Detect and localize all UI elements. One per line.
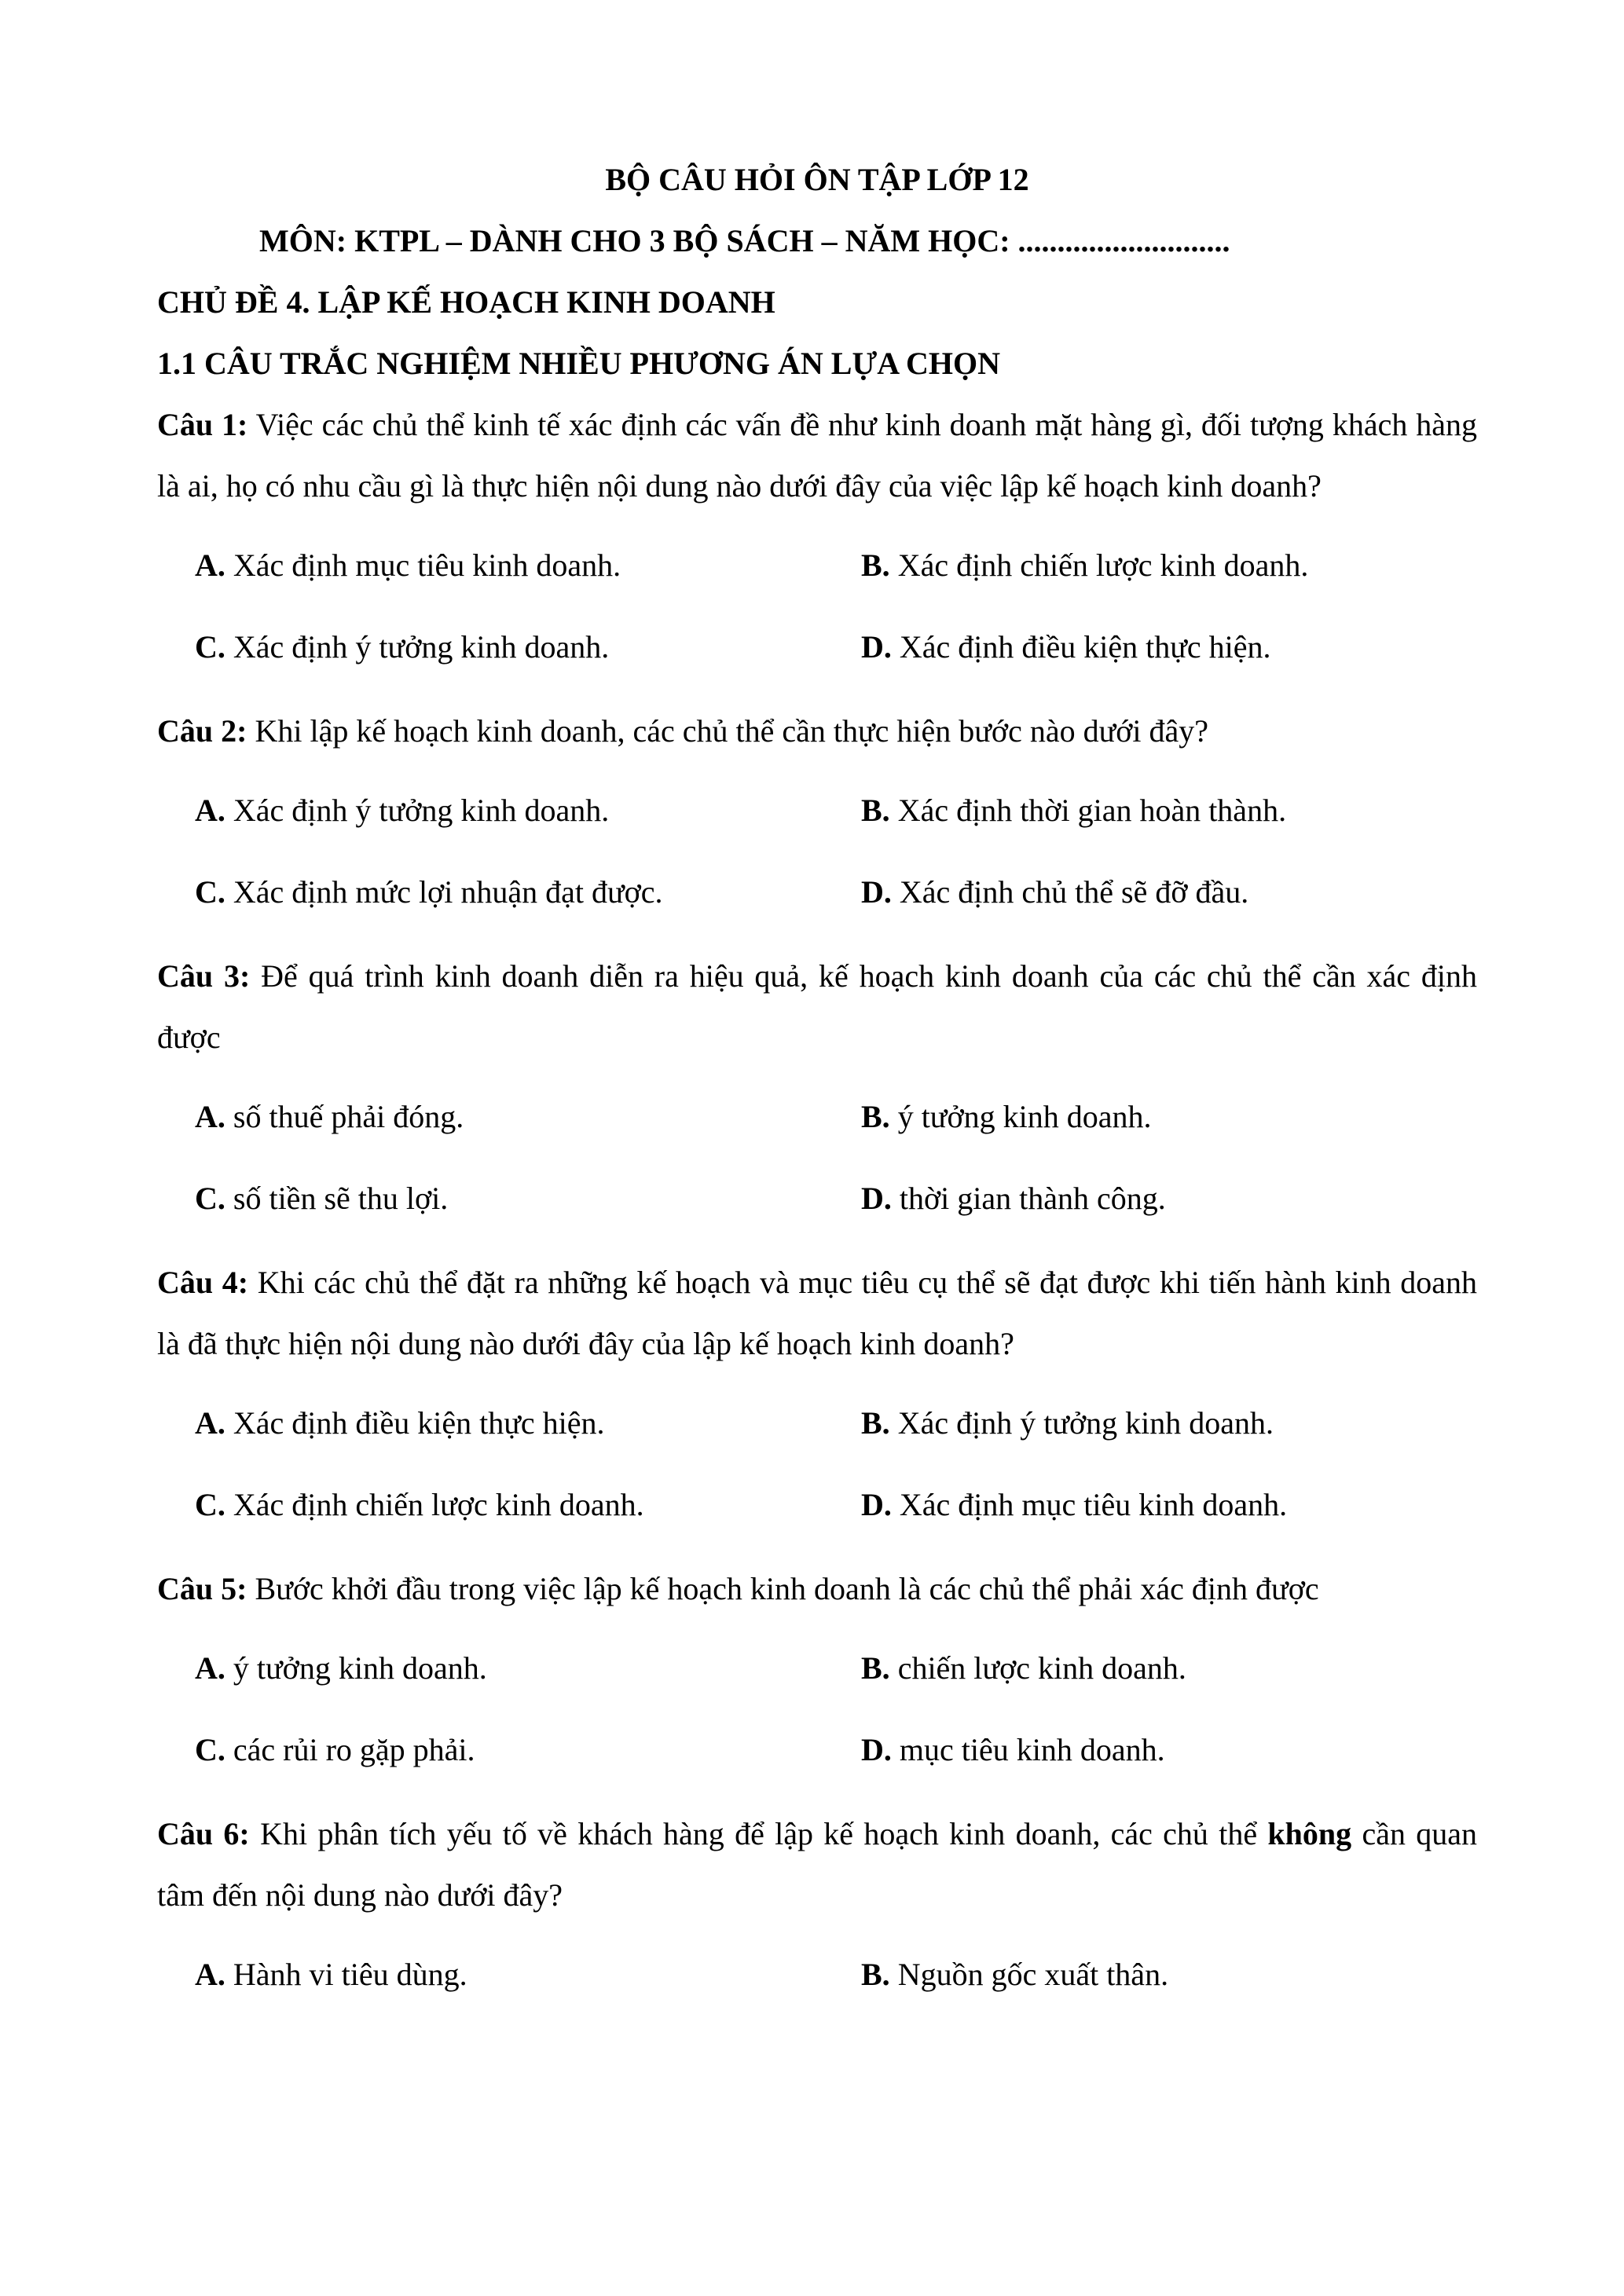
option-b: B. Xác định thời gian hoàn thành. <box>861 793 1287 828</box>
question-number: Câu 1: <box>157 407 248 442</box>
option-b: B. chiến lược kinh doanh. <box>861 1650 1186 1686</box>
question-body: Khi phân tích yếu tố về khách hàng để lập kế hoạch kinh doanh, các chủ thể <box>249 1816 1268 1851</box>
question-number: Câu 6: <box>157 1816 250 1851</box>
question-number: Câu 4: <box>157 1265 249 1300</box>
option-c: C. Xác định ý tưởng kinh doanh. <box>195 629 610 665</box>
question-2 <box>157 701 1477 941</box>
answer-options <box>195 1620 1477 1799</box>
option-b: B. Nguồn gốc xuất thân. <box>861 1957 1169 1992</box>
question-1 <box>157 394 1477 696</box>
question-3 <box>157 946 1477 1247</box>
section-heading: 1.1 CÂU TRẮC NGHIỆM NHIỀU PHƯƠNG ÁN LỰA CHỌN <box>157 346 1000 381</box>
option-b: B. Xác định chiến lược kinh doanh. <box>861 547 1309 583</box>
question-text <box>157 1252 1477 1375</box>
option-c: C. số tiền sẽ thu lợi. <box>195 1181 449 1216</box>
answer-options <box>195 1068 1477 1247</box>
question-number: Câu 3: <box>157 958 251 994</box>
option-a: A. Hành vi tiêu dùng. <box>195 1957 467 1992</box>
question-5 <box>157 1558 1477 1799</box>
option-d: D. Xác định chủ thể sẽ đỡ đầu. <box>861 874 1249 910</box>
option-c: C. các rủi ro gặp phải. <box>195 1732 475 1767</box>
option-c: C. Xác định mức lợi nhuận đạt được. <box>195 874 663 910</box>
document-title: BỘ CÂU HỎI ÔN TẬP LỚP 12 <box>605 162 1029 197</box>
document-page <box>157 149 1477 2028</box>
option-a: A. Xác định ý tưởng kinh doanh. <box>195 793 610 828</box>
question-text <box>157 394 1477 517</box>
question-text <box>157 946 1477 1068</box>
question-body: Việc các chủ thể kinh tế xác định các vấn đề như kinh doanh mặt hàng gì, đối tượng khách hàng là ai, họ có nhu cầu gì là thực hiện nội dung nào dưới đây của việc lập kế hoạch kinh doanh? <box>157 407 1477 504</box>
topic-heading: CHỦ ĐỀ 4. LẬP KẾ HOẠCH KINH DOANH <box>157 284 775 320</box>
question-body: Khi các chủ thể đặt ra những kế hoạch và mục tiêu cụ thể sẽ đạt được khi tiến hành kinh doanh là đã thực hiện nội dung nào dưới đây của lập kế hoạch kinh doanh? <box>157 1265 1478 1361</box>
option-d: D. mục tiêu kinh doanh. <box>861 1732 1165 1767</box>
question-text <box>157 1558 1477 1620</box>
question-body: Bước khởi đầu trong việc lập kế hoạch kinh doanh là các chủ thể phải xác định được <box>247 1571 1319 1606</box>
option-b: B. ý tưởng kinh doanh. <box>861 1099 1152 1134</box>
option-c: C. Xác định chiến lược kinh doanh. <box>195 1487 644 1522</box>
option-d: D. thời gian thành công. <box>861 1181 1166 1216</box>
question-text <box>157 1803 1477 1926</box>
question-number: Câu 2: <box>157 713 247 749</box>
question-body: Khi lập kế hoạch kinh doanh, các chủ thể cần thực hiện bước nào dưới đây? <box>247 713 1209 749</box>
answer-options <box>195 1375 1477 1554</box>
option-a: A. Xác định mục tiêu kinh doanh. <box>195 547 621 583</box>
option-a: A. số thuế phải đóng. <box>195 1099 464 1134</box>
document-subtitle: MÔN: KTPL – DÀNH CHO 3 BỘ SÁCH – NĂM HỌC: ........................... <box>259 223 1230 258</box>
option-a: A. Xác định điều kiện thực hiện. <box>195 1405 605 1441</box>
question-4 <box>157 1252 1477 1554</box>
question-body: Để quá trình kinh doanh diễn ra hiệu quả, kế hoạch kinh doanh của các chủ thể cần xác định được <box>157 958 1477 1055</box>
option-a: A. ý tưởng kinh doanh. <box>195 1650 487 1686</box>
option-d: D. Xác định mục tiêu kinh doanh. <box>861 1487 1288 1522</box>
answer-options <box>195 1926 1477 2023</box>
option-b: B. Xác định ý tưởng kinh doanh. <box>861 1405 1274 1441</box>
answer-options <box>195 762 1477 941</box>
question-6 <box>157 1803 1477 2023</box>
answer-options <box>195 517 1477 696</box>
question-text <box>157 701 1477 762</box>
question-number: Câu 5: <box>157 1571 247 1606</box>
question-emphasis: không <box>1267 1816 1352 1851</box>
option-d: D. Xác định điều kiện thực hiện. <box>861 629 1271 665</box>
question-body-end: cần quan tâm đến nội dung nào dưới đây? <box>157 1816 1478 1913</box>
